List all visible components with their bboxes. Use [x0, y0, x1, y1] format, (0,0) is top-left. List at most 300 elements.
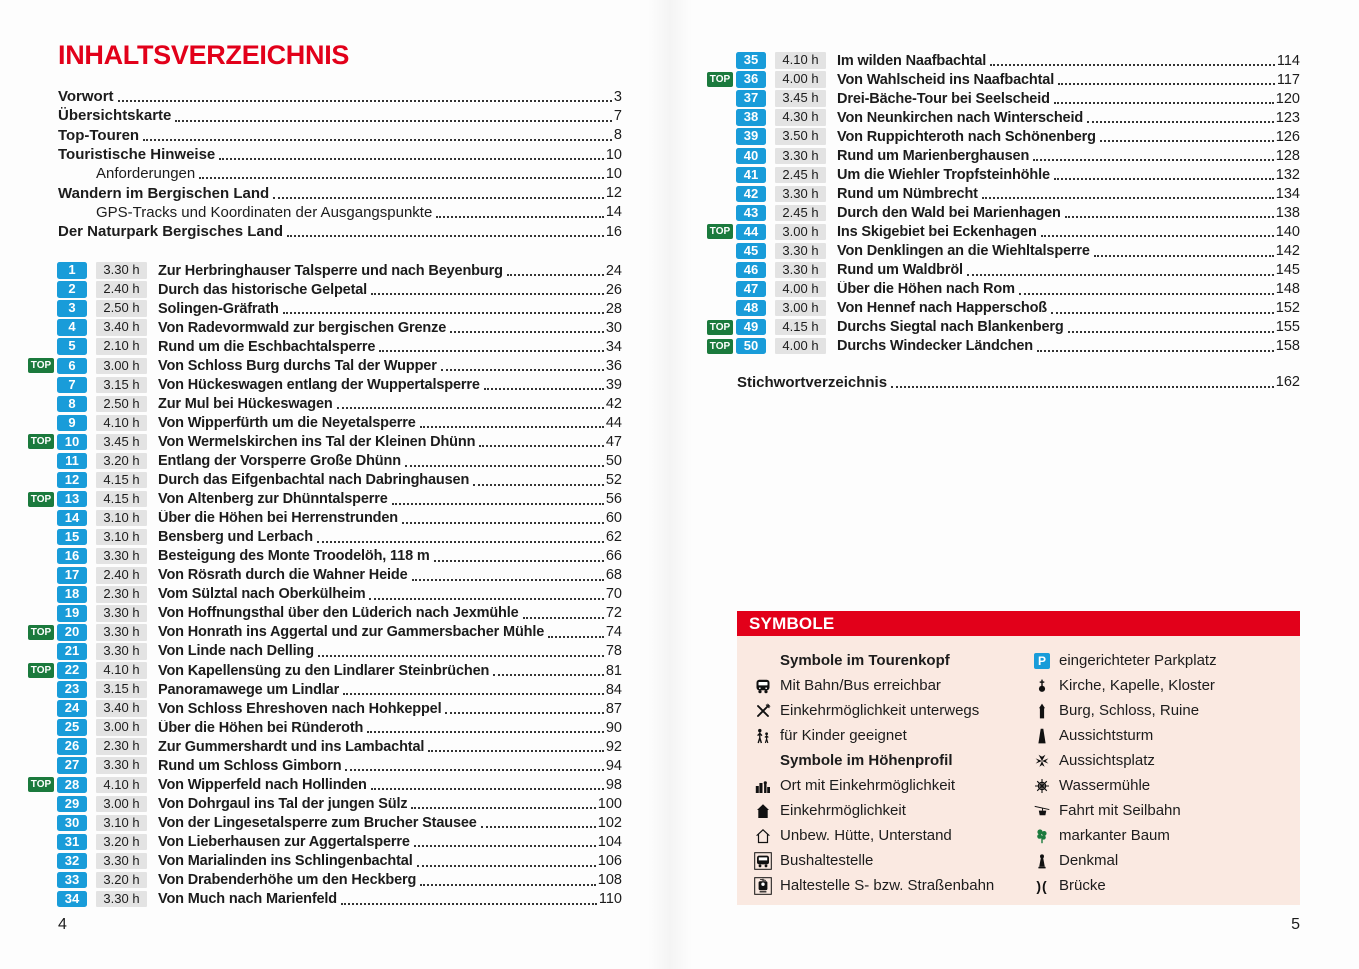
symbol-label: Ort mit Einkehrmöglichkeit	[780, 777, 956, 794]
watermill-icon	[1032, 776, 1052, 795]
tour-title: Durch das Eifgenbachtal nach Dabringhausen	[158, 472, 470, 489]
symbol-label: Brücke	[1059, 877, 1106, 894]
front-matter-label: Vorwort	[58, 88, 114, 106]
page-number-right: 5	[1291, 916, 1300, 933]
tour-page-number: 87	[605, 700, 622, 717]
toc-tour-row[interactable]	[28, 318, 622, 337]
tour-duration: 3.00 h	[775, 300, 826, 317]
symbol-label: Einkehrmöglichkeit unterwegs	[780, 702, 980, 719]
toc-tour-row[interactable]	[28, 623, 622, 642]
tour-duration: 3.00 h	[96, 358, 147, 375]
symbol-label: Kirche, Kapelle, Kloster	[1059, 677, 1215, 694]
symbols-column-right	[1032, 648, 1300, 898]
tour-number-badge: 13	[57, 491, 87, 508]
dot-leader	[175, 120, 612, 122]
toc-tour-row[interactable]	[28, 547, 622, 566]
front-matter-label: Touristische Hinweise	[58, 146, 216, 164]
tour-title: Über die Höhen nach Rom	[837, 281, 1015, 298]
tour-title: Von Rösrath durch die Wahner Heide	[158, 567, 408, 584]
dot-leader	[473, 484, 604, 486]
front-matter-row[interactable]	[58, 203, 622, 222]
dot-leader	[982, 197, 1274, 199]
tour-title: Von Schloss Burg durchs Tal der Wupper	[158, 357, 437, 374]
tour-duration: 2.50 h	[96, 300, 147, 317]
top-tour-badge: TOP	[707, 224, 733, 239]
tour-number-badge: 28	[57, 777, 87, 794]
toc-tour-row[interactable]	[707, 89, 1300, 108]
dot-leader	[1100, 140, 1274, 142]
dot-leader	[337, 407, 604, 409]
front-matter-row[interactable]	[58, 106, 622, 125]
tour-page-number: 120	[1275, 90, 1300, 107]
tour-number-badge: 19	[57, 605, 87, 622]
dot-leader	[484, 388, 604, 390]
tour-number-badge: 2	[57, 281, 87, 298]
index-entry-label: Stichwortverzeichnis	[737, 373, 888, 391]
tour-page-number: 78	[605, 643, 622, 660]
tour-duration: 3.30 h	[96, 643, 147, 660]
tour-page-number: 68	[605, 567, 622, 584]
tour-number-badge: 42	[736, 186, 766, 203]
tram-stop-icon	[753, 876, 773, 895]
dot-leader	[341, 903, 597, 905]
toc-tour-row[interactable]	[28, 871, 622, 890]
tour-page-number: 30	[605, 319, 622, 336]
dot-leader	[371, 788, 604, 790]
tour-title: Von der Lingesetalsperre zum Brucher Stausee	[158, 814, 477, 831]
tour-title: Von Schloss Ehreshoven nach Hohkeppel	[158, 700, 442, 717]
tour-page-number: 152	[1275, 300, 1300, 317]
toc-tour-row[interactable]	[707, 318, 1300, 337]
tour-title: Von Much nach Marienfeld	[158, 891, 338, 908]
tour-page-number: 100	[597, 795, 622, 812]
toc-tour-row[interactable]	[28, 775, 622, 794]
tour-page-number: 39	[605, 376, 622, 393]
tour-duration: 3.30 h	[96, 605, 147, 622]
dot-leader	[405, 465, 604, 467]
tour-number-badge: 38	[736, 109, 766, 126]
tour-page-number: 62	[605, 529, 622, 546]
tour-title: Um die Wiehler Tropfsteinhöhle	[837, 166, 1050, 183]
toc-tour-row[interactable]	[28, 280, 622, 299]
tour-number-badge: 35	[736, 52, 766, 69]
tour-title: Vom Sülztal nach Oberkülheim	[158, 586, 366, 603]
front-matter-list	[58, 87, 622, 241]
symbol-legend-item	[1032, 773, 1300, 798]
symbols-legend-body	[737, 636, 1300, 898]
tour-title: Von Denklingen an die Wiehltalsperre	[837, 242, 1090, 259]
tour-title: Zur Gummershardt und ins Lambachtal	[158, 738, 425, 755]
dot-leader	[317, 541, 604, 543]
symbol-label: Wassermühle	[1059, 777, 1151, 794]
top-tour-badge: TOP	[28, 358, 54, 373]
toc-tour-row[interactable]	[28, 432, 622, 451]
toc-tour-row[interactable]	[28, 375, 622, 394]
tour-duration: 3.30 h	[96, 624, 147, 641]
symbol-legend-item	[1032, 748, 1300, 773]
symbol-label: Aussichtsturm	[1059, 727, 1154, 744]
symbol-legend-item	[1032, 823, 1300, 848]
dot-leader	[1054, 178, 1274, 180]
symbol-legend-item	[753, 798, 1032, 823]
tour-number-badge: 16	[57, 548, 87, 565]
symbol-label: Denkmal	[1059, 852, 1119, 869]
dot-leader	[219, 158, 604, 160]
tour-page-number: 110	[598, 891, 622, 908]
tour-page-number: 74	[605, 624, 622, 641]
dot-leader	[414, 845, 596, 847]
tour-duration: 3.30 h	[775, 148, 826, 165]
symbol-legend-item	[753, 848, 1032, 873]
toc-tour-row[interactable]	[707, 337, 1300, 356]
tour-title: Rund um Waldbröl	[837, 262, 963, 279]
symbol-label: Einkehrmöglichkeit	[780, 802, 906, 819]
toc-tour-row[interactable]	[707, 280, 1300, 299]
front-matter-row[interactable]	[58, 87, 622, 106]
tour-duration: 3.00 h	[775, 224, 826, 241]
tour-duration: 4.15 h	[96, 472, 147, 489]
dot-leader	[420, 426, 604, 428]
tour-number-badge: 9	[57, 415, 87, 432]
tour-number-badge: 30	[57, 815, 87, 832]
toc-tour-row[interactable]	[28, 890, 622, 909]
toc-tour-row[interactable]	[707, 146, 1300, 165]
dot-leader	[450, 331, 604, 333]
tour-duration: 3.30 h	[96, 548, 147, 565]
tour-duration: 3.40 h	[96, 700, 147, 717]
tour-page-number: 84	[605, 681, 622, 698]
tour-page-number: 94	[605, 757, 622, 774]
toc-tour-row[interactable]	[707, 241, 1300, 260]
town-icon	[753, 776, 773, 795]
tour-title: Rund um Marienberghausen	[837, 147, 1030, 164]
front-matter-page-number: 16	[605, 223, 622, 240]
tour-number-badge: 21	[57, 643, 87, 660]
toc-tour-row[interactable]	[707, 70, 1300, 89]
symbols-legend-box	[737, 611, 1300, 905]
front-matter-label: Anforderungen	[96, 165, 196, 183]
tour-page-number: 142	[1275, 242, 1300, 259]
tour-duration: 4.30 h	[775, 109, 826, 126]
tour-page-number: 155	[1275, 319, 1300, 336]
tour-duration: 2.50 h	[96, 396, 147, 413]
tour-title: Von Drabenderhöhe um den Heckberg	[158, 872, 417, 889]
tour-duration: 3.10 h	[96, 815, 147, 832]
tour-number-badge: 25	[57, 719, 87, 736]
tour-page-number: 42	[605, 395, 622, 412]
tour-duration: 4.00 h	[775, 338, 826, 355]
front-matter-row[interactable]	[58, 222, 622, 241]
toc-tour-row[interactable]	[28, 394, 622, 413]
index-entry-row[interactable]	[737, 372, 1300, 392]
symbol-label: Haltestelle S- bzw. Straßenbahn	[780, 877, 995, 894]
symbol-label: Fahrt mit Seilbahn	[1059, 802, 1181, 819]
symbol-legend-item	[753, 773, 1032, 798]
tour-title: Von Hoffnungsthal über den Lüderich nach Jexmühle	[158, 605, 519, 622]
dot-leader	[1087, 121, 1274, 123]
toc-tour-row[interactable]	[707, 203, 1300, 222]
page-number-left: 4	[58, 916, 67, 933]
tour-title: Ins Skigebiet bei Eckenhagen	[837, 223, 1037, 240]
tour-title: Rund um die Eschbachtalsperre	[158, 338, 376, 355]
index-entry-page-number: 162	[1275, 374, 1300, 390]
tour-duration: 4.10 h	[775, 52, 826, 69]
castle-icon	[1032, 701, 1052, 720]
tour-title: Von Ruppichteroth nach Schönenberg	[837, 128, 1096, 145]
top-tour-badge: TOP	[707, 72, 733, 87]
tour-page-number: 52	[605, 472, 622, 489]
symbol-legend-item	[1032, 873, 1300, 898]
front-matter-page-number: 10	[605, 165, 622, 182]
toc-tour-row[interactable]	[28, 528, 622, 547]
dot-leader	[379, 350, 604, 352]
tour-title: Zur Mul bei Hückeswagen	[158, 395, 333, 412]
tour-duration: 2.45 h	[775, 167, 826, 184]
tour-number-badge: 8	[57, 396, 87, 413]
tour-duration: 4.15 h	[96, 491, 147, 508]
dot-leader	[343, 693, 604, 695]
dot-leader	[420, 884, 596, 886]
bus-stop-icon	[753, 851, 773, 870]
tour-duration: 3.30 h	[96, 853, 147, 870]
tour-page-number: 72	[605, 605, 622, 622]
dot-leader	[493, 674, 604, 676]
tour-title: Zur Herbringhauser Talsperre und nach Beyenburg	[158, 262, 503, 279]
tour-title: Von Lieberhausen zur Aggertalsperre	[158, 833, 410, 850]
toc-tour-row[interactable]	[28, 851, 622, 870]
top-tour-badge: TOP	[28, 492, 54, 507]
tour-duration: 2.40 h	[96, 567, 147, 584]
tour-page-number: 81	[605, 662, 622, 679]
dot-leader	[891, 386, 1274, 388]
toc-tour-row[interactable]	[28, 451, 622, 470]
tour-number-badge: 6	[57, 358, 87, 375]
toc-tour-row[interactable]	[28, 566, 622, 585]
toc-tour-row[interactable]	[707, 299, 1300, 318]
symbol-label: markanter Baum	[1059, 827, 1170, 844]
symbol-legend-item	[753, 873, 1032, 898]
tour-number-badge: 48	[736, 300, 766, 317]
tour-page-number: 145	[1275, 262, 1300, 279]
symbol-legend-item	[753, 723, 1032, 748]
symbol-label: eingerichteter Parkplatz	[1059, 652, 1217, 669]
tour-page-number: 50	[605, 452, 622, 469]
tour-number-badge: 47	[736, 281, 766, 298]
toc-tour-row[interactable]	[28, 337, 622, 356]
page-title: INHALTSVERZEICHNIS	[58, 40, 350, 70]
tour-title: Von Hückeswagen entlang der Wuppertalsperre	[158, 376, 480, 393]
tour-title: Von Wipperfürth um die Neyetalsperre	[158, 414, 416, 431]
toc-tour-row[interactable]	[707, 127, 1300, 146]
toc-tour-row[interactable]	[28, 680, 622, 699]
toc-tour-row[interactable]	[707, 165, 1300, 184]
dot-leader	[371, 293, 604, 295]
bus-icon	[753, 676, 773, 695]
dot-leader	[287, 235, 604, 237]
toc-tour-row[interactable]	[28, 813, 622, 832]
tour-page-number: 47	[605, 433, 622, 450]
front-matter-label: Wandern im Bergischen Land	[58, 184, 270, 202]
tour-duration: 3.30 h	[96, 757, 147, 774]
symbols-legend-title: SYMBOLE	[737, 611, 1300, 636]
toc-tour-row[interactable]	[28, 718, 622, 737]
dot-leader	[412, 579, 604, 581]
dot-leader	[1054, 102, 1274, 104]
tour-title: Von Hennef nach Happerschoß	[837, 300, 1047, 317]
tour-duration: 3.30 h	[775, 186, 826, 203]
tour-duration: 3.45 h	[96, 434, 147, 451]
bridge-icon: )(	[1036, 877, 1048, 894]
dot-leader	[1019, 293, 1274, 295]
cablecar-icon	[1032, 801, 1052, 820]
tour-duration: 3.30 h	[775, 243, 826, 260]
tour-number-badge: 46	[736, 262, 766, 279]
toc-tour-row[interactable]	[28, 794, 622, 813]
toc-tour-row[interactable]	[28, 471, 622, 490]
tour-number-badge: 15	[57, 529, 87, 546]
dot-leader	[1058, 83, 1275, 85]
toc-tour-row[interactable]	[28, 661, 622, 680]
tour-title: Entlang der Vorsperre Große Dhünn	[158, 452, 401, 469]
tour-number-badge: 39	[736, 128, 766, 145]
tour-title: Besteigung des Monte Troodelöh, 118 m	[158, 548, 430, 565]
tour-number-badge: 3	[57, 300, 87, 317]
tour-page-number: 123	[1275, 109, 1300, 126]
tour-page-number: 56	[605, 491, 622, 508]
toc-tour-row[interactable]	[707, 222, 1300, 241]
symbol-legend-item	[1032, 848, 1300, 873]
dot-leader	[1041, 235, 1274, 237]
toc-tour-row[interactable]	[28, 699, 622, 718]
dot-leader	[118, 100, 612, 102]
tour-duration: 3.30 h	[96, 262, 147, 279]
dot-leader	[392, 503, 604, 505]
dot-leader	[436, 216, 604, 218]
tour-page-number: 104	[597, 833, 622, 850]
front-matter-page-number: 10	[605, 146, 622, 163]
tour-duration: 4.10 h	[96, 777, 147, 794]
symbols-column-left	[753, 648, 1032, 898]
symbol-legend-item	[1032, 798, 1300, 823]
tour-title: Rund um Nümbrecht	[837, 185, 978, 202]
toc-tour-row[interactable]	[28, 413, 622, 432]
front-matter-label: GPS-Tracks und Koordinaten der Ausgangspunkte	[96, 203, 433, 221]
dot-leader	[318, 655, 604, 657]
front-matter-label: Der Naturpark Bergisches Land	[58, 223, 284, 241]
dot-leader	[428, 750, 604, 752]
tour-number-badge: 1	[57, 262, 87, 279]
tour-page-number: 44	[605, 414, 622, 431]
tour-title: Bensberg und Lerbach	[158, 529, 313, 546]
symbol-legend-item	[1032, 673, 1300, 698]
tour-duration: 3.30 h	[775, 262, 826, 279]
tour-duration: 3.10 h	[96, 529, 147, 546]
toc-tour-row[interactable]	[28, 261, 622, 280]
tour-page-number: 158	[1275, 338, 1300, 355]
dot-leader	[143, 139, 612, 141]
tour-title: Im wilden Naafbachtal	[837, 52, 987, 69]
tour-title: Über die Höhen bei Herrenstrunden	[158, 510, 398, 527]
tour-page-number: 28	[605, 300, 622, 317]
symbol-label: Mit Bahn/Bus erreichbar	[780, 677, 941, 694]
tour-duration: 3.45 h	[775, 90, 826, 107]
front-matter-row[interactable]	[58, 183, 622, 202]
symbol-legend-item	[1032, 723, 1300, 748]
tower-icon	[1032, 726, 1052, 745]
tour-page-number: 148	[1275, 281, 1300, 298]
church-icon	[1032, 676, 1052, 695]
toc-tour-row[interactable]	[707, 261, 1300, 280]
toc-tour-row[interactable]	[28, 604, 622, 623]
top-tour-badge: TOP	[707, 339, 733, 354]
tour-number-badge: 49	[736, 319, 766, 336]
tour-title: Durchs Siegtal nach Blankenberg	[837, 319, 1064, 336]
tour-number-badge: 36	[736, 71, 766, 88]
front-matter-row[interactable]	[58, 126, 622, 145]
front-matter-row[interactable]	[58, 164, 622, 183]
tree-icon	[1032, 826, 1052, 845]
dot-leader	[199, 177, 604, 179]
toc-tour-row[interactable]	[28, 737, 622, 756]
dot-leader	[548, 636, 604, 638]
toc-tour-row[interactable]	[707, 51, 1300, 70]
tour-duration: 3.15 h	[96, 681, 147, 698]
toc-tour-row[interactable]	[28, 509, 622, 528]
tour-page-number: 36	[605, 357, 622, 374]
tour-page-number: 66	[605, 548, 622, 565]
symbol-label: Bushaltestelle	[780, 852, 874, 869]
symbol-legend-item	[1032, 698, 1300, 723]
toc-tour-row[interactable]	[28, 832, 622, 851]
house-filled-icon	[753, 801, 773, 820]
front-matter-row[interactable]	[58, 145, 622, 164]
toc-tour-row[interactable]	[28, 756, 622, 775]
toc-tour-row[interactable]	[28, 585, 622, 604]
tour-page-number: 117	[1276, 71, 1300, 88]
tour-duration: 3.10 h	[96, 510, 147, 527]
tour-title: Durch das historische Gelpetal	[158, 281, 368, 298]
top-tour-badge: TOP	[707, 320, 733, 335]
front-matter-page-number: 8	[613, 127, 622, 144]
tour-page-number: 70	[605, 586, 622, 603]
tour-page-number: 132	[1275, 166, 1300, 183]
tour-duration: 3.00 h	[96, 796, 147, 813]
tour-page-number: 140	[1275, 223, 1300, 240]
symbol-legend-item	[753, 823, 1032, 848]
toc-tour-row[interactable]	[707, 184, 1300, 203]
dot-leader	[523, 617, 604, 619]
tour-page-number: 106	[597, 852, 622, 869]
tour-duration: 2.45 h	[775, 205, 826, 222]
tour-page-number: 102	[597, 814, 622, 831]
dot-leader	[417, 865, 596, 867]
tour-page-number: 24	[605, 262, 622, 279]
children-icon	[753, 726, 773, 745]
dot-leader	[990, 64, 1275, 66]
tour-number-badge: 31	[57, 834, 87, 851]
toc-tour-row[interactable]	[28, 490, 622, 509]
toc-tour-row[interactable]	[28, 642, 622, 661]
tour-title: Über die Höhen bei Ründeroth	[158, 719, 364, 736]
front-matter-page-number: 12	[605, 185, 622, 202]
dot-leader	[283, 312, 604, 314]
top-tour-badge: TOP	[28, 434, 54, 449]
tour-duration: 2.10 h	[96, 338, 147, 355]
toc-tour-row[interactable]	[28, 299, 622, 318]
toc-tour-row[interactable]	[28, 356, 622, 375]
tour-title: Solingen-Gräfrath	[158, 300, 279, 317]
toc-tour-row[interactable]	[707, 108, 1300, 127]
